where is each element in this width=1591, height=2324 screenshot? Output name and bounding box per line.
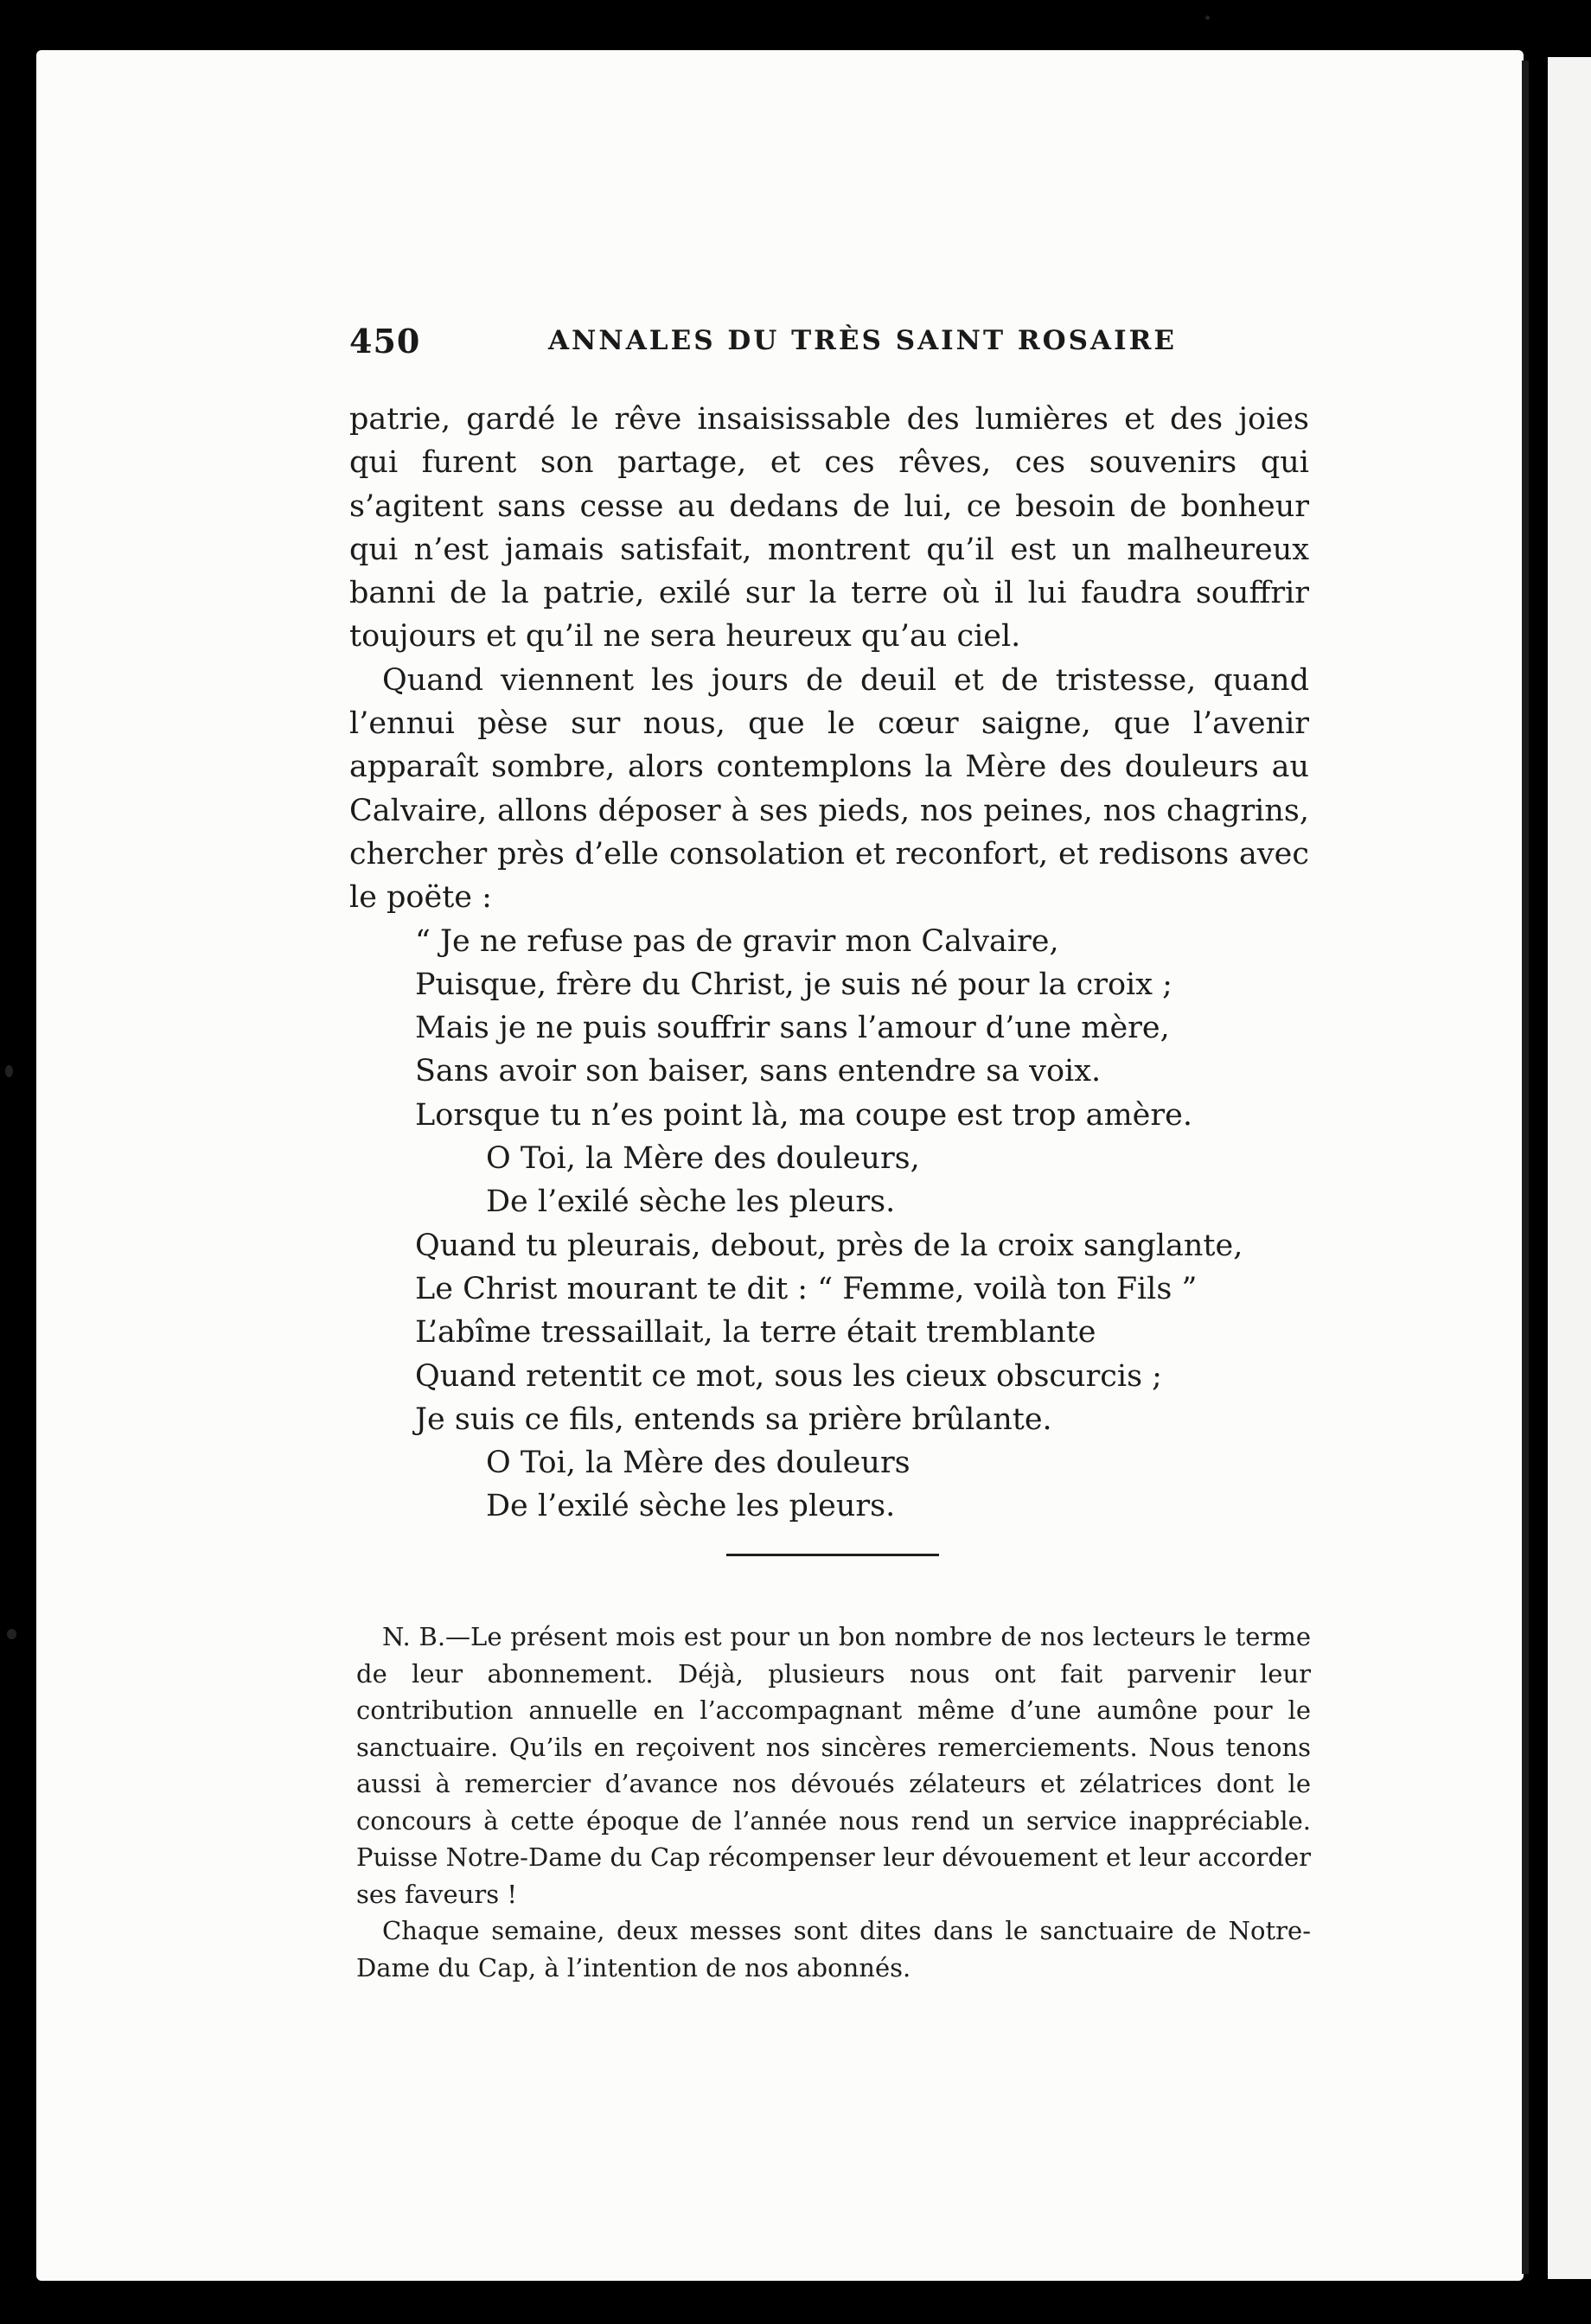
scan-speck	[1205, 16, 1210, 20]
section-divider	[726, 1554, 939, 1556]
note-paragraph: N. B.—Le présent mois est pour un bon nombre de nos lecteurs le terme de leur abonnement. Déjà, plusieurs nous ont fait parvenir leur contribution annuelle en l’accompagnant même d’une aumône pour le sanctuaire. Qu’ils en reçoivent nos sincères remerciements. Nous tenons aussi à remercier d’avance nos dévoués zélateurs et zélatrices dont le concours à cette époque de l’année nous rend un service inappréciable. Puisse Notre-Dame du Cap récompenser leur dévouement et leur accorder ses faveurs !	[356, 1622, 1311, 1909]
scan-speck	[5, 1065, 13, 1077]
running-head	[349, 322, 1309, 365]
note-paragraph: Chaque semaine, deux messes sont dites dans le sanctuaire de Notre-Dame du Cap, à l’intention de nos abonnés.	[356, 1916, 1311, 1982]
poem-line: “ Je ne refuse pas de gravir mon Calvaire,	[415, 923, 1059, 959]
poem-refrain-line: O Toi, la Mère des douleurs	[486, 1446, 911, 1481]
facing-page-edge	[1548, 57, 1591, 2279]
poem-line: Puisque, frère du Christ, je suis né pour la croix ;	[415, 967, 1172, 1002]
page-number: 450	[349, 322, 421, 361]
subscriber-note	[356, 1618, 1311, 1986]
page-gutter-shadow	[1522, 61, 1529, 2274]
poem-line: Sans avoir son baiser, sans entendre sa voix.	[415, 1054, 1102, 1089]
poem-line: Quand retentit ce mot, sous les cieux obscurcis ;	[415, 1358, 1162, 1394]
main-text	[349, 398, 1309, 1529]
poem-refrain-line: O Toi, la Mère des douleurs,	[486, 1141, 920, 1177]
poem-line: L’abîme tressaillait, la terre était tremblante	[415, 1315, 1096, 1350]
poem	[349, 920, 1309, 1529]
poem-refrain-line: De l’exilé sèche les pleurs.	[486, 1489, 896, 1524]
poem-line: Quand tu pleurais, debout, près de la croix sanglante,	[415, 1228, 1243, 1263]
journal-title: ANNALES DU TRÈS SAINT ROSAIRE	[548, 325, 1177, 356]
poem-line: Mais je ne puis souffrir sans l’amour d’une mère,	[415, 1011, 1170, 1046]
poem-refrain-line: De l’exilé sèche les pleurs.	[486, 1184, 896, 1220]
poem-line: Lorsque tu n’es point là, ma coupe est trop amère.	[415, 1097, 1192, 1133]
poem-line: Le Christ mourant te dit : “ Femme, voilà ton Fils ”	[415, 1271, 1198, 1306]
paragraph-mother-of-sorrows: Quand viennent les jours de deuil et de tristesse, quand l’ennui pèse sur nous, que le cœur saigne, que l’avenir apparaît sombre, alors contemplons la Mère des douleurs au Calvaire, allons déposer à ses pieds, nos peines, nos chagrins, chercher près d’elle consolation et reconfort, et redisons avec le poëte :	[349, 662, 1309, 916]
scan-speck	[7, 1629, 16, 1639]
paragraph-exile: patrie, gardé le rêve insaisissable des lumières et des joies qui furent son partage, et ces rêves, ces souvenirs qui s’agitent sans cesse au dedans de lui, ce besoin de bonheur qui n’est jamais satisfait, montrent qu’il est un malheureux banni de la patrie, exilé sur la terre où il lui faudra souffrir toujours et qu’il ne sera heureux qu’au ciel.	[349, 402, 1309, 654]
poem-line: Je suis ce fils, entends sa prière brûlante.	[415, 1401, 1052, 1437]
